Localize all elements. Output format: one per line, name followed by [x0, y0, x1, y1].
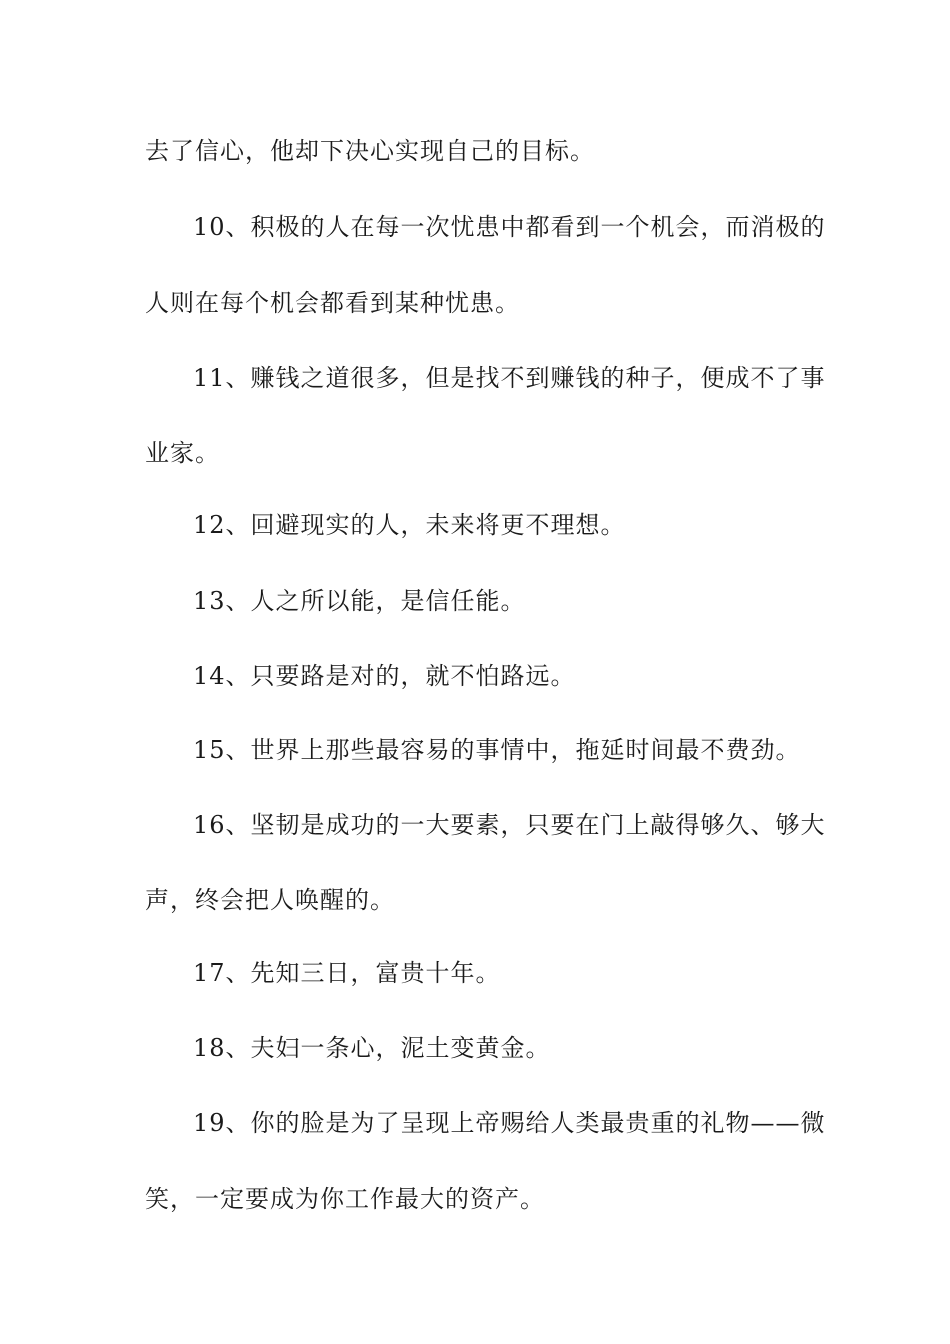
- text-line: 人则在每个机会都看到某种忧患。: [145, 289, 520, 317]
- text-line: 19、你的脸是为了呈现上帝赐给人类最贵重的礼物——微: [193, 1109, 826, 1137]
- text-line: 笑，一定要成为你工作最大的资产。: [145, 1185, 545, 1213]
- text-line: 15、世界上那些最容易的事情中，拖延时间最不费劲。: [193, 736, 801, 764]
- text-line: 12、回避现实的人，未来将更不理想。: [193, 511, 626, 539]
- text-line: 18、夫妇一条心，泥土变黄金。: [193, 1034, 551, 1062]
- text-line: 业家。: [145, 439, 220, 467]
- text-line: 声，终会把人唤醒的。: [145, 886, 395, 914]
- text-line: 16、坚韧是成功的一大要素，只要在门上敲得够久、够大: [193, 811, 826, 839]
- text-line: 14、只要路是对的，就不怕路远。: [193, 662, 576, 690]
- text-line: 17、先知三日，富贵十年。: [193, 959, 501, 987]
- text-line: 11、赚钱之道很多，但是找不到赚钱的种子，便成不了事: [193, 364, 826, 392]
- text-line: 10、积极的人在每一次忧患中都看到一个机会，而消极的: [193, 213, 826, 241]
- text-line: 13、人之所以能，是信任能。: [193, 587, 526, 615]
- text-line: 去了信心，他却下决心实现自己的目标。: [145, 137, 595, 165]
